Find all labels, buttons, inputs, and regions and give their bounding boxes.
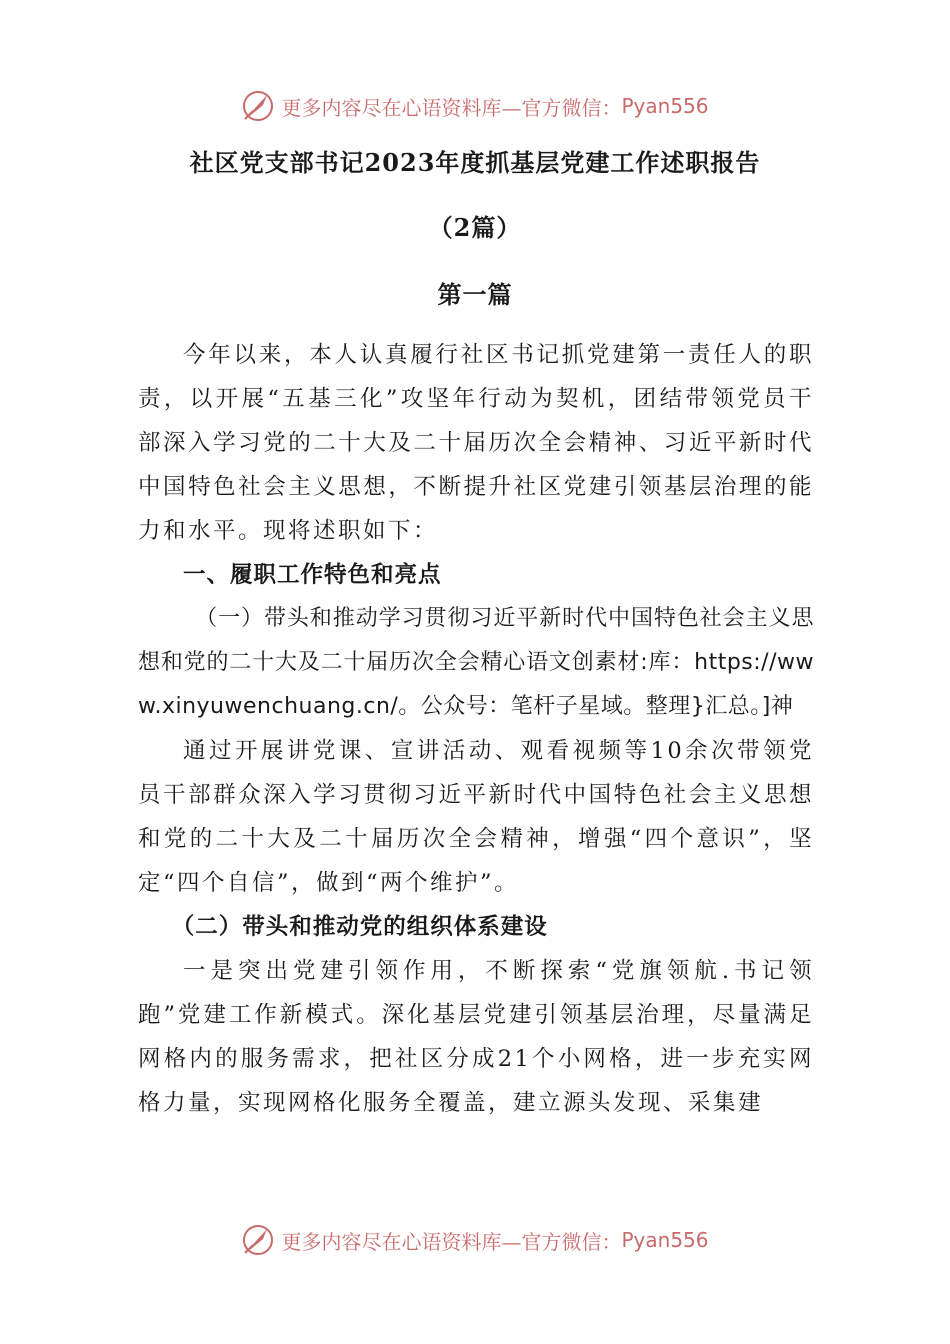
watermark-text: 更多内容尽在心语资料库— (281, 1229, 522, 1254)
watermark-text: 更多内容尽在心语资料库— (281, 95, 522, 120)
document-subtitle: （2篇） (428, 213, 522, 242)
subsection-heading: （一）带头和推动学习贯彻习近平新时代中国特色社会主义思想和党的二十大及二十届历次全会精心语文创素材:库：https://www.xinyuwenchuang.cn/。公众号：笔杆子星域。整理}汇总。]神 (138, 606, 814, 719)
watermark-subtext: 官方微信： (521, 95, 622, 120)
watermark-id: Pyan556 (621, 94, 709, 118)
body-paragraph: 通过开展讲党课、宣讲活动、观看视频等10余次带领党员干部群众深入学习贯彻习近平新时代中国特色社会主义思想和党的二十大及二十届历次全会精神，增强“四个意识”，坚定“四个自信”，做到“两个维护”。 (138, 738, 814, 896)
watermark-footer (0, 1220, 950, 1260)
body-paragraph: 一是突出党建引领作用，不断探索“党旗领航.书记领跑”党建工作新模式。深化基层党建引领基层治理，尽量满足网格内的服务需求，把社区分成21个小网格，进一步充实网格力量，实现网格化服务全覆盖，建立源头发现、采集建 (138, 958, 814, 1116)
watermark-subtext: 官方微信： (521, 1229, 622, 1254)
document-body (138, 333, 814, 1125)
watermark-header (0, 86, 950, 126)
quill-circle-icon (241, 1223, 275, 1257)
section-heading: 一、履职工作特色和亮点 (183, 562, 442, 588)
part-heading: 第一篇 (437, 280, 513, 309)
document-title: 社区党支部书记2023年度抓基层党建工作述职报告 (189, 148, 761, 177)
intro-paragraph: 今年以来，本人认真履行社区书记抓党建第一责任人的职责，以开展“五基三化”攻坚年行动为契机，团结带领党员干部深入学习党的二十大及二十届历次全会精神、习近平新时代中国特色社会主义思想，不断提升社区党建引领基层治理的能力和水平。现将述职如下： (138, 342, 814, 544)
watermark-id: Pyan556 (621, 1228, 709, 1252)
quill-circle-icon (241, 89, 275, 123)
subsection-heading: （二）带头和推动党的组织体系建设 (171, 914, 548, 940)
